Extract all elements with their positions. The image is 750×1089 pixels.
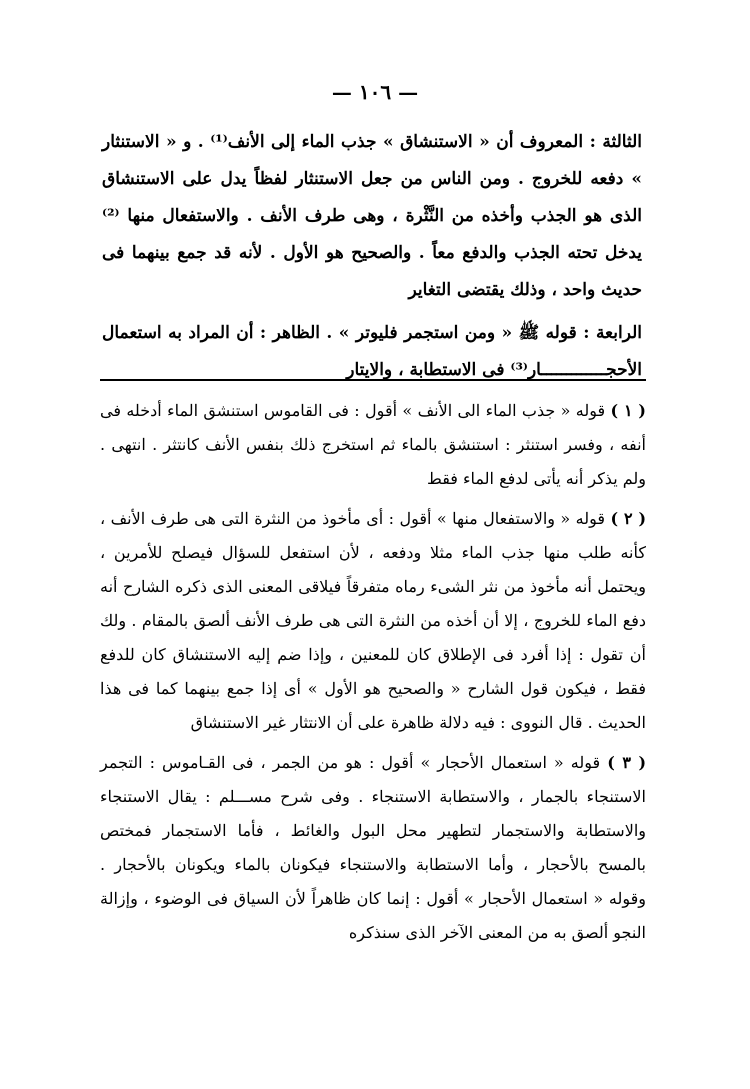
main-text: [102, 124, 642, 389]
footnote-number: ( ٣ ): [607, 753, 647, 772]
footnote-text: قوله « والاستفعال منها » أقول : أى مأخوذ من النثرة التى هى طرف الأنف ، كأنه طلب منها جذب الماء مثلا ودفعه ، لأن استفعل للسؤال فيصلح للأمرين ، ويحتمل أنه مأخوذ من نثر الشىء رماه متفرقاً فيلاقى المعنى الذى ذكره الشارح أنه دفع الماء للخروج ، إلا أن أخذه من النثرة التى هى طرف الأنف ألصق بالمقام . ولك أن تقول : إذا أفرد فى الإطلاق كان للمعنين ، وإذا ضم إليه الاستنشاق كان للدفع فقط ، فيكون قول الشارح « والصحيح هو الأول » أى إذا جمع بينهما كما فى هذا الحديث . قال النووى : فيه دلالة ظاهرة على أن الانتثار غير الاستنشاق: [100, 509, 646, 732]
footnote-1: [100, 394, 646, 496]
footnote-3: [100, 746, 646, 950]
footnote-text: قوله « جذب الماء الى الأنف » أقول : فى القاموس استنشق الماء أدخله فى أنفه ، وفسر استنثر : استنشق بالماء ثم استخرج ذلك بنفس الأنف كانتثر . انتهى . ولم يذكر أنه يأتى لدفع الماء فقط: [100, 401, 646, 488]
footnote-2: [100, 502, 646, 740]
footnote-separator: [100, 379, 646, 381]
footnotes: [100, 394, 646, 950]
footnote-text: قوله « استعمال الأحجار » أقول : هو من الجمر ، فى القـاموس : التجمر الاستنجاء بالجمار ، والاستطابة الاستنجاء . وفى شرح مســـلم : يقال الاستنجاء والاستطابة والاستجمار لتطهير محل البول والغائط ، فأما الاستجمار فمختص بالمسح بالأحجار ، وأما الاستطابة والاستنجاء فيكونان بالماء ويكونان بالأحجار . وقوله « استعمال الأحجار » أقول : إنما كان ظاهراً لأن السياق فى الوضوء ، وإزالة النجو ألصق به من المعنى الآخر الذى سنذكره: [100, 753, 646, 942]
page-number: — ١٠٦ —: [331, 80, 419, 104]
footnote-number: ( ٢ ): [610, 509, 647, 528]
paragraph-fourth: الرابعة : قوله ﷺ « ومن استجمر فليوتر » . الظاهر : أن المراد به استعمال الأحجـــــــــــــار⁽³⁾ فى الاستطابة ، والايتار: [102, 323, 642, 380]
footnote-number: ( ١ ): [610, 401, 647, 420]
paragraph-third: الثالثة : المعروف أن « الاستنشاق » جذب الماء إلى الأنف⁽¹⁾ . و « الاستنثار » دفعه للخروج . ومن الناس من جعل الاستنثار لفظاً يدل على الاستنشاق الذى هو الجذب وأخذه من النَّثْرة ، وهى طرف الأنف . والاستفعال منها ⁽²⁾ يدخل تحته الجذب والدفع معاً . والصحيح هو الأول . لأنه قد جمع بينهما فى حديث واحد ، وذلك يقتضى التغاير: [102, 132, 642, 300]
